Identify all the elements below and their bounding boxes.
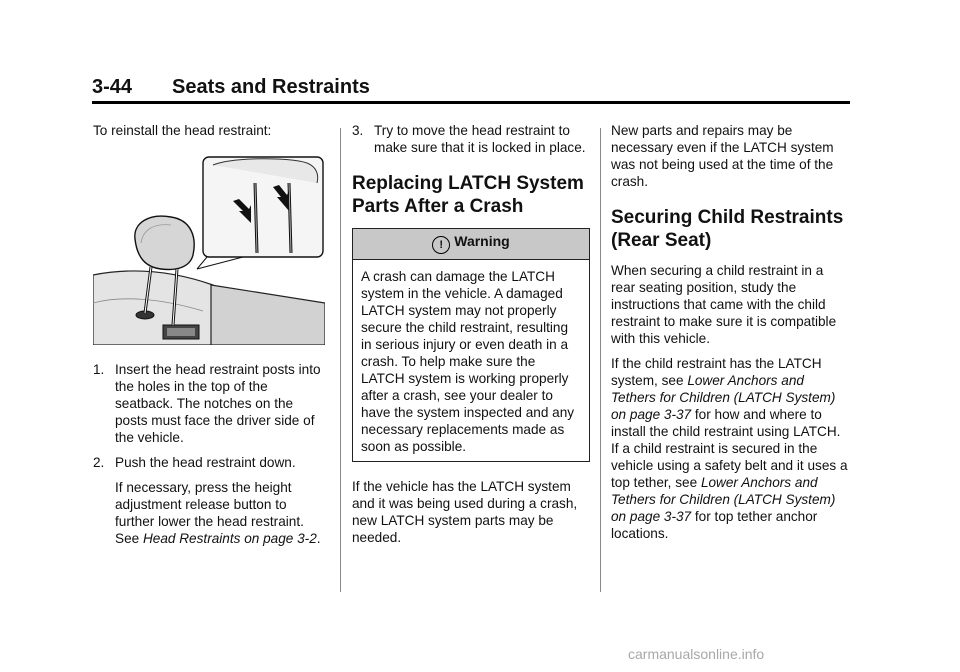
latch-crash-paragraph: If the vehicle has the LATCH system and it was being used during a crash, new LATCH system parts may be needed. [352, 479, 578, 545]
step-3-text: Try to move the head restraint to make sure that it is locked in place. [374, 123, 586, 155]
watermark: carmanualsonline.info [628, 646, 765, 662]
column-divider-1 [340, 128, 341, 592]
step-2-text: Push the head restraint down. [115, 455, 296, 470]
latch-reference-paragraph [611, 355, 851, 542]
warning-box [352, 228, 590, 462]
securing-instructions-paragraph: When securing a child restraint in a rear seating position, study the instructions that came with the child restraint to make sure it is compatible with this vehicle. [611, 263, 837, 346]
parts-repairs-paragraph: New parts and repairs may be necessary even if the LATCH system was not being used at the time of the crash. [611, 123, 834, 189]
securing-child-restraints-heading: Securing Child Restraints (Rear Seat) [611, 207, 844, 251]
para3-part-a: If the child restraint has the LATCH system, see [611, 356, 822, 388]
step-3 [352, 122, 590, 156]
illustration-svg [93, 153, 325, 345]
warning-title: Warning [454, 233, 510, 249]
step-3-number: 3. [352, 123, 364, 138]
column-3 [611, 122, 851, 550]
step-1-text: Insert the head restraint posts into the holes in the top of the seatback. The notches on the posts must face the driver side of the vehicle. [115, 362, 321, 445]
intro-text: To reinstall the head restraint: [93, 123, 272, 138]
warning-header [353, 229, 589, 260]
step-1 [93, 361, 325, 446]
step-1-number: 1. [93, 362, 105, 377]
column-1 [93, 122, 325, 555]
column-divider-2 [600, 128, 601, 592]
head-restraint-illustration [93, 153, 325, 345]
latch-reference-link-2[interactable]: Lower Anchors and Tethers for Children (LATCH System) on page 3-37 [611, 475, 836, 524]
section-title: Seats and Restraints [172, 76, 370, 98]
step-2 [93, 454, 325, 471]
column-2 [352, 122, 590, 554]
header-rule [92, 101, 850, 104]
latch-reference-link-1[interactable]: Lower Anchors and Tethers for Children (LATCH System) on page 3-37 [611, 373, 836, 422]
step-2-number: 2. [93, 455, 105, 470]
para3-part-c: for top tether anchor locations. [611, 509, 818, 541]
page-number: 3-44 [92, 76, 133, 98]
step-2-continuation [93, 479, 325, 547]
warning-text: A crash can damage the LATCH system in the vehicle. A damaged LATCH system may not properly secure the child restraint, resulting in serious injury or even death in a crash. To help make sure the LATCH system is working properly after a crash, see your dealer to have the system inspected and any necessary replacements made as soon as possible. [361, 269, 575, 454]
head-restraints-reference[interactable]: Head Restraints on page 3-2 [142, 531, 317, 546]
latch-replacement-heading: Replacing LATCH System Parts After a Crash [352, 173, 584, 217]
step-2-end: . [316, 531, 321, 546]
para3-part-b: for how and where to install the child restraint using LATCH. If a child restraint is secured in the vehicle using a safety belt and it uses a top tether, see [611, 407, 848, 490]
step-2-cont-text: If necessary, press the height adjustment release button to further lower the head restraint. See [115, 480, 304, 546]
warning-icon: ! [432, 236, 450, 254]
